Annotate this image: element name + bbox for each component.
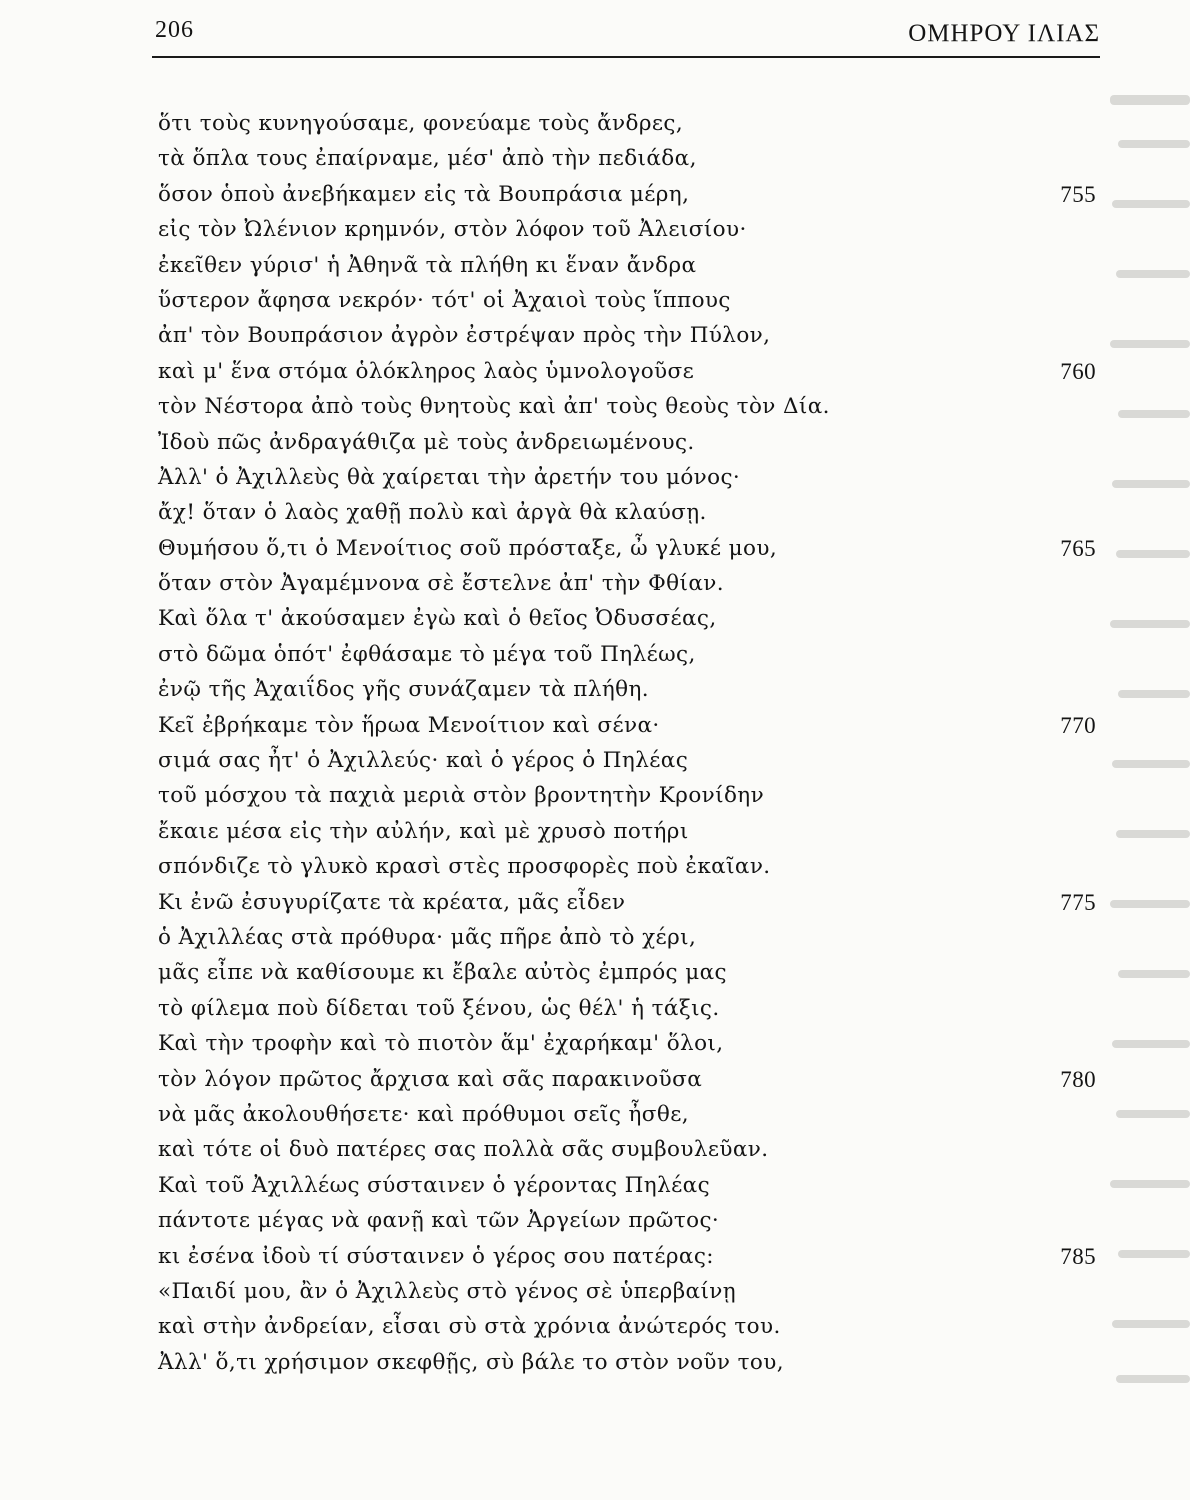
verse-line <box>158 318 1108 353</box>
verse-line <box>158 1168 1108 1203</box>
verse-line <box>158 425 1108 460</box>
verse-line <box>158 920 1108 955</box>
verse-text: τοῦ μόσχου τὰ παχιὰ μεριὰ στὸν βροντητὴν Κρονίδην <box>158 783 765 809</box>
verse-line <box>158 283 1108 318</box>
verse-text: στὸ δῶμα ὁπότ' ἐφθάσαμε τὸ μέγα τοῦ Πηλέως, <box>158 641 696 667</box>
verse-text: Θυμήσου ὅ,τι ὁ Μενοίτιος σοῦ πρόσταξε, ὦ γλυκέ μου, <box>158 535 778 561</box>
verse-line <box>158 955 1108 990</box>
verse-text: τὰ ὅπλα τους ἐπαίρναμε, μέσ' ἀπὸ τὴν πεδιάδα, <box>158 146 697 172</box>
line-number: 785 <box>1060 1243 1096 1269</box>
header-rule <box>152 56 1100 58</box>
verse-line <box>158 1345 1108 1380</box>
verse-text: τὸν λόγον πρῶτος ἄρχισα καὶ σᾶς παρακινοῦσα <box>158 1066 703 1092</box>
verse-text: ὅσον ὁποὺ ἀνεβήκαμεν εἰς τὰ Βουπράσια μέρη, <box>158 181 690 207</box>
verse-text: τὸν Νέστορα ἀπὸ τοὺς θνητοὺς καὶ ἀπ' τοὺς θεοὺς τὸν Δία. <box>158 394 830 420</box>
verse-text: ἄχ! ὅταν ὁ λαὸς χαθῇ πολὺ καὶ ἀργὰ θὰ κλαύσῃ. <box>158 500 707 526</box>
verse-line <box>158 177 1108 212</box>
verse-line <box>158 106 1108 141</box>
verse-line <box>158 1309 1108 1344</box>
verse-line <box>158 778 1108 813</box>
running-head: ΟΜΗΡΟΥ ΙΛΙΑΣ <box>908 20 1100 47</box>
verse-line <box>158 601 1108 636</box>
verse-text: Ἀλλ' ὅ,τι χρήσιμον σκεφθῇς, σὺ βάλε το στὸν νοῦν του, <box>158 1349 784 1375</box>
verse-line <box>158 1026 1108 1061</box>
verse-line <box>158 1132 1108 1167</box>
verse-line <box>158 212 1108 247</box>
verse-text: κι ἐσένα ἰδοὺ τί σύσταινεν ὁ γέρος σου πατέρας: <box>158 1243 714 1269</box>
verse-line <box>158 495 1108 530</box>
verse-line <box>158 885 1108 920</box>
verse-text: σιμά σας ἦτ' ὁ Ἀχιλλεύς· καὶ ὁ γέρος ὁ Πηλέας <box>158 748 689 774</box>
line-number: 775 <box>1060 889 1096 915</box>
verse-text: Καὶ τὴν τροφὴν καὶ τὸ πιοτὸν ἅμ' ἐχαρήκαμ' ὅλοι, <box>158 1031 724 1057</box>
verse-text: Κι ἐνῶ ἐσυγυρίζατε τὰ κρέατα, μᾶς εἶδεν <box>158 889 626 915</box>
line-number: 760 <box>1060 358 1096 384</box>
line-number: 770 <box>1060 712 1096 738</box>
verse-text: νὰ μᾶς ἀκολουθήσετε· καὶ πρόθυμοι σεῖς ἦσθε, <box>158 1101 689 1127</box>
verse-line <box>158 708 1108 743</box>
verse-line <box>158 672 1108 707</box>
verse-line <box>158 460 1108 495</box>
verse-text: τὸ φίλεμα ποὺ δίδεται τοῦ ξένου, ὡς θέλ' ἡ τάξις. <box>158 995 720 1021</box>
verse-text: καὶ μ' ἕνα στόμα ὁλόκληρος λαὸς ὑμνολογοῦσε <box>158 358 695 384</box>
verse-text: σπόνδιζε τὸ γλυκὸ κρασὶ στὲς προσφορὲς ποὺ ἐκαῖαν. <box>158 854 771 880</box>
verse-text: μᾶς εἶπε νὰ καθίσουμε κι ἔβαλε αὐτὸς ἐμπρός μας <box>158 960 727 986</box>
verse-line <box>158 1203 1108 1238</box>
verse-line <box>158 141 1108 176</box>
verse-line <box>158 1274 1108 1309</box>
verse-text: καὶ στὴν ἀνδρείαν, εἶσαι σὺ στὰ χρόνια ἀνώτερός του. <box>158 1314 781 1340</box>
verse-text: Καὶ ὅλα τ' ἀκούσαμεν ἐγὼ καὶ ὁ θεῖος Ὀδυσσέας, <box>158 606 717 632</box>
verse-line <box>158 354 1108 389</box>
verse-line <box>158 531 1108 566</box>
line-number: 765 <box>1060 535 1096 561</box>
verse-text: εἰς τὸν Ὠλένιον κρημνόν, στὸν λόφον τοῦ Ἀλεισίου· <box>158 217 747 243</box>
verse-line <box>158 991 1108 1026</box>
verse-text: καὶ τότε οἱ δυὸ πατέρες σας πολλὰ σᾶς συμβουλεῦαν. <box>158 1137 769 1163</box>
verse-line <box>158 814 1108 849</box>
verse-text: ὕστερον ἄφησα νεκρόν· τότ' οἱ Ἀχαιοὶ τοὺς ἵππους <box>158 287 731 313</box>
verse-line <box>158 637 1108 672</box>
line-number: 755 <box>1060 181 1096 207</box>
verse-line <box>158 849 1108 884</box>
verse-text: ἐνῷ τῆς Ἀχαιΐδος γῆς συνάζαμεν τὰ πλήθη. <box>158 677 649 703</box>
verse-line <box>158 1239 1108 1274</box>
verse-line <box>158 248 1108 283</box>
verse-text: ὁ Ἀχιλλέας στὰ πρόθυρα· μᾶς πῆρε ἀπὸ τὸ χέρι, <box>158 924 697 950</box>
verse-text: Ἰδοὺ πῶς ἀνδραγάθιζα μὲ τοὺς ἀνδρειωμένους. <box>158 429 695 455</box>
verse-text: πάντοτε μέγας νὰ φανῇ καὶ τῶν Ἀργείων πρῶτος· <box>158 1208 720 1234</box>
verse-text: ἀπ' τὸν Βουπράσιον ἀγρὸν ἐστρέψαν πρὸς τὴν Πύλον, <box>158 323 771 349</box>
verse-line <box>158 1062 1108 1097</box>
verse-line <box>158 1097 1108 1132</box>
verse-text: ὅταν στὸν Ἀγαμέμνονα σὲ ἔστελνε ἀπ' τὴν Φθίαν. <box>158 571 724 597</box>
verse-text: Κεῖ ἐβρήκαμε τὸν ἥρωα Μενοίτιον καὶ σένα· <box>158 712 660 738</box>
verse-list <box>158 106 1108 1380</box>
verse-line <box>158 743 1108 778</box>
verse-line <box>158 566 1108 601</box>
page-number: 206 <box>155 17 194 43</box>
verse-line <box>158 389 1108 424</box>
verse-text: ἐκεῖθεν γύρισ' ἡ Ἀθηνᾶ τὰ πλήθη κι ἕναν ἄνδρα <box>158 252 697 278</box>
verse-text: «Παιδί μου, ἂν ὁ Ἀχιλλεὺς στὸ γένος σὲ ὑπερβαίνῃ <box>158 1278 737 1304</box>
line-number: 780 <box>1060 1066 1096 1092</box>
verse-text: Ἀλλ' ὁ Ἀχιλλεὺς θὰ χαίρεται τὴν ἀρετήν του μόνος· <box>158 464 741 490</box>
verse-text: ἔκαιε μέσα εἰς τὴν αὐλήν, καὶ μὲ χρυσὸ ποτήρι <box>158 818 689 844</box>
verse-text: Καὶ τοῦ Ἀχιλλέως σύσταινεν ὁ γέροντας Πηλέας <box>158 1172 711 1198</box>
verse-text: ὅτι τοὺς κυνηγούσαμε, φονεύαμε τοὺς ἄνδρες, <box>158 111 684 136</box>
